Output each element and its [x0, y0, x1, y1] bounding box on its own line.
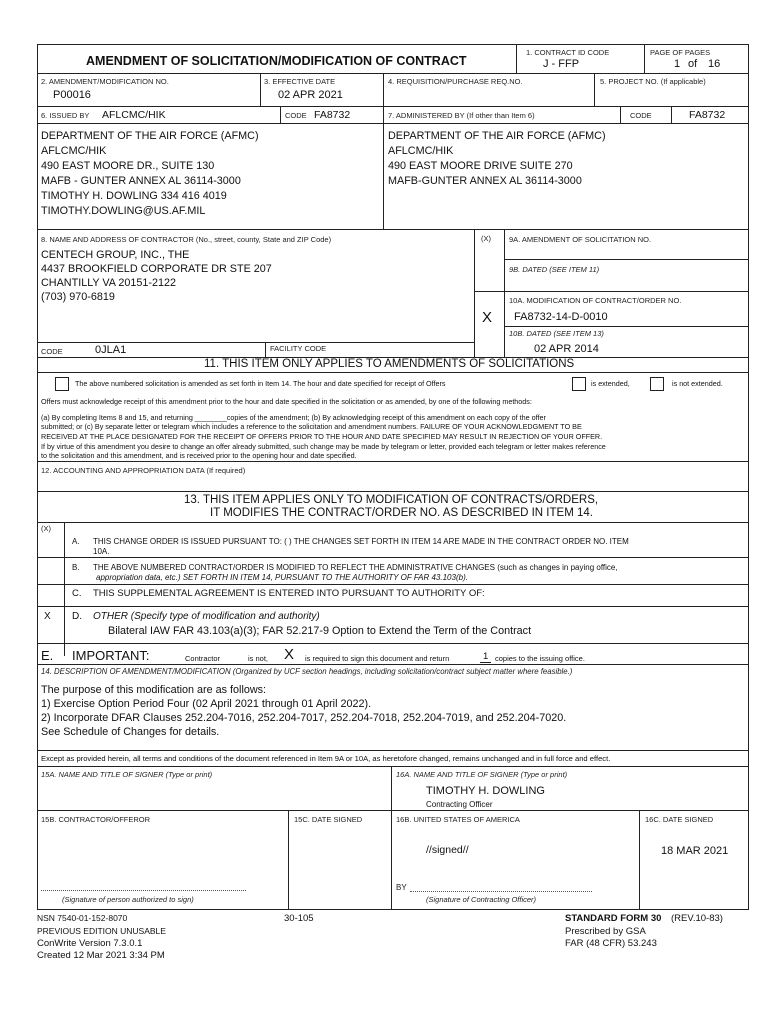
item11-checkbox[interactable] — [55, 377, 69, 391]
item15c-label: 15C. DATE SIGNED — [294, 815, 363, 824]
issued-by-code: FA8732 — [314, 109, 351, 121]
item8-code-label: CODE — [41, 347, 63, 356]
item13-c-letter: C. — [72, 588, 82, 599]
footer-previous-edition: PREVIOUS EDITION UNUSABLE — [37, 926, 166, 936]
item13-b-text-2: appropriation data, etc.) SET FORTH IN ITEM 14, PURSUANT TO THE AUTHORITY OF FAR 43.103(b). — [96, 573, 468, 582]
item3-label: 3. EFFECTIVE DATE — [264, 77, 336, 86]
item10a-mark: X — [482, 309, 493, 326]
item10a-label: 10A. MODIFICATION OF CONTRACT/ORDER NO. — [509, 296, 682, 305]
extended-label: is extended, — [591, 379, 630, 388]
item9a-label: 9A. AMENDMENT OF SOLICITATION NO. — [509, 235, 652, 244]
signer-name: TIMOTHY H. DOWLING — [426, 785, 545, 797]
item13-a-text-1: THIS CHANGE ORDER IS ISSUED PURSUANT TO: ( ) THE CHANGES SET FORTH IN ITEM 14 ARE MADE IN THE CONTRACT ORDER NO. ITEM — [93, 537, 629, 546]
except-text: Except as provided herein, all terms and conditions of the document referenced in Item 9A or 10A, as heretofore changed, remains unchanged and in full force and effect. — [41, 754, 611, 763]
item13-x-label: (X) — [41, 524, 51, 533]
item-e-contractor: Contractor — [185, 654, 221, 663]
item2-label: 2. AMENDMENT/MODIFICATION NO. — [41, 77, 169, 86]
item4-label: 4. REQUISITION/PURCHASE REQ.NO. — [388, 77, 523, 86]
footer-form-number: 30-105 — [284, 913, 314, 924]
item11-line6: If by virtue of this amendment you desire to change an offer already submitted, such change may be made by telegram or letter, provided each telegram or letter makes reference — [41, 442, 606, 451]
page-total: 16 — [708, 58, 721, 70]
signer-title: Contracting Officer — [426, 800, 493, 809]
facility-code-label: FACILITY CODE — [270, 344, 327, 353]
issued-by-address: DEPARTMENT OF THE AIR FORCE (AFMC) AFLCMC/HIK 490 EAST MOORE DR., SUITE 130 MAFB - GUNTER ANNEX AL 36114-3000 TIMOTHY H. DOWLING 334 416 4019 TIMOTHY.DOWLING@US.AF.MIL — [41, 130, 259, 217]
item13-a-text-2: 10A. — [93, 547, 110, 556]
item6-code-label: CODE — [285, 111, 307, 120]
item11-line3: (a) By completing Items 8 and 15, and returning ________copies of the amendment; (b) By acknowledging receipt of this amendment on each copy of the offer — [41, 413, 546, 422]
item7-code-label: CODE — [630, 111, 652, 120]
date-signed-16c: 18 MAR 2021 — [661, 845, 729, 857]
item11-line4: submitted; or (c) By separate letter or telegram which includes a reference to the solicitation and amendment numbers. FAILURE OF YOUR ACKNOWLEDGMENT TO BE — [41, 422, 582, 431]
item13-d-letter: D. — [72, 611, 82, 622]
item1-label: 1. CONTRACT ID CODE — [526, 48, 610, 57]
modification-number: P00016 — [53, 89, 91, 101]
item-e-letter: E. — [41, 648, 54, 663]
effective-date: 02 APR 2021 — [278, 89, 343, 101]
not-extended-label: is not extended. — [672, 379, 723, 388]
item16b-label: 16B. UNITED STATES OF AMERICA — [396, 815, 520, 824]
item11-line7: to the solicitation and this amendment, and is received prior to the opening hour and date specified. — [41, 451, 357, 460]
item13-heading-2: IT MODIFIES THE CONTRACT/ORDER NO. AS DESCRIBED IN ITEM 14. — [210, 507, 593, 519]
item11-heading: 11. THIS ITEM ONLY APPLIES TO AMENDMENTS OF SOLICITATIONS — [204, 358, 575, 370]
contractor-address: CENTECH GROUP, INC., THE 4437 BROOKFIELD CORPORATE DR STE 207 CHANTILLY VA 20151-2122 (703) 970-6819 — [41, 249, 272, 303]
item12-label: 12. ACCOUNTING AND APPROPRIATION DATA (If required) — [41, 466, 246, 475]
item16c-label: 16C. DATE SIGNED — [645, 815, 714, 824]
administered-by-code: FA8732 — [689, 109, 726, 121]
item-e-label: IMPORTANT: — [72, 648, 150, 663]
signature-value: //signed// — [426, 844, 469, 856]
not-extended-checkbox[interactable] — [650, 377, 664, 391]
footer-prescribed: Prescribed by GSA — [565, 926, 646, 937]
contracting-officer-signature-note: (Signature of Contracting Officer) — [426, 895, 537, 904]
item9b-label: 9B. DATED (SEE ITEM 11) — [509, 265, 600, 274]
item-e-is-not: is not, — [248, 654, 269, 663]
item13-heading-1: 13. THIS ITEM APPLIES ONLY TO MODIFICATION OF CONTRACTS/ORDERS, — [184, 494, 599, 506]
item-e-text: is required to sign this document and return — [305, 654, 450, 663]
item14-label: 14. DESCRIPTION OF AMENDMENT/MODIFICATION (Organized by UCF section headings, including solicitation/contract subject matter where feasible.) — [41, 667, 573, 676]
item13-d-value: Bilateral IAW FAR 43.103(a)(3); FAR 52.217-9 Option to Extend the Term of the Contract — [108, 625, 532, 637]
item13-a-letter: A. — [72, 537, 80, 546]
item-e-mark: X — [284, 646, 295, 663]
page-of: of — [688, 58, 698, 70]
footer-nsn: NSN 7540-01-152-8070 — [37, 913, 128, 923]
modification-contract-number: FA8732-14-D-0010 — [514, 311, 608, 323]
issued-by-value: AFLCMC/HIK — [102, 109, 166, 121]
item7-label: 7. ADMINISTERED BY (If other than Item 6) — [388, 111, 535, 120]
footer-far: FAR (48 CFR) 53.243 — [565, 938, 657, 949]
item15b-label: 15B. CONTRACTOR/OFFEROR — [41, 815, 151, 824]
item-e-copies: 1 — [480, 651, 491, 663]
dated-10b-value: 02 APR 2014 — [534, 343, 599, 355]
footer-standard-form: STANDARD FORM 30 — [565, 913, 662, 924]
contract-id-code: J - FFP — [543, 58, 580, 70]
footer-conwrite: ConWrite Version 7.3.0.1 — [37, 938, 143, 949]
page-of-pages-label: PAGE OF PAGES — [650, 48, 711, 57]
x-column-header: (X) — [481, 234, 491, 243]
item6-label: 6. ISSUED BY — [41, 111, 90, 120]
item13-b-text-1: THE ABOVE NUMBERED CONTRACT/ORDER IS MODIFIED TO REFLECT THE ADMINISTRATIVE CHANGES (such as changes in paying office, — [93, 563, 618, 572]
item8-label: 8. NAME AND ADDRESS OF CONTRACTOR (No., street, county, State and ZIP Code) — [41, 235, 332, 244]
item11-line2: Offers must acknowledge receipt of this amendment prior to the hour and date specified in the solicitation or as amended, by one of the following methods: — [41, 397, 532, 406]
item10b-label: 10B. DATED (SEE ITEM 13) — [509, 329, 604, 338]
sf30-form — [37, 44, 749, 910]
item-e-text-2: copies to the issuing office. — [495, 654, 585, 663]
contractor-signature-note: (Signature of person authorized to sign) — [62, 895, 194, 904]
footer-created: Created 12 Mar 2021 3:34 PM — [37, 950, 165, 961]
administered-by-address: DEPARTMENT OF THE AIR FORCE (AFMC) AFLCMC/HIK 490 EAST MOORE DRIVE SUITE 270 MAFB-GUNTER ANNEX AL 36114-3000 — [388, 130, 606, 187]
by-label: BY — [396, 883, 407, 892]
item11-line5: RECEIVED AT THE PLACE DESIGNATED FOR THE RECEIPT OF OFFERS PRIOR TO THE HOUR AND DATE SPECIFIED MAY RESULT IN REJECTION OF YOUR OFFER. — [41, 432, 603, 441]
item5-label: 5. PROJECT NO. (If applicable) — [600, 77, 706, 86]
extended-checkbox[interactable] — [572, 377, 586, 391]
item14-description: The purpose of this modification are as follows: 1) Exercise Option Period Four (02 April 2021 through 01 April 2022). 2) Incorporate DFAR Clauses 252.204-7016, 252.204-7017, 252.204-7018, 252.204-7019, and 252.204-7020. See Schedule of Changes for details. — [41, 684, 567, 738]
item13-d-text: OTHER (Specify type of modification and authority) — [93, 611, 320, 622]
page-current: 1 — [674, 58, 681, 70]
footer-revision: (REV.10-83) — [671, 913, 723, 924]
form-title: AMENDMENT OF SOLICITATION/MODIFICATION OF CONTRACT — [86, 54, 467, 68]
item11-line1: The above numbered solicitation is amended as set forth in Item 14. The hour and date specified for receipt of Offers — [75, 379, 446, 388]
item13-b-letter: B. — [72, 563, 80, 572]
item16a-label: 16A. NAME AND TITLE OF SIGNER (Type or print) — [396, 770, 568, 779]
item15a-label: 15A. NAME AND TITLE OF SIGNER (Type or print) — [41, 770, 213, 779]
item13-c-text: THIS SUPPLEMENTAL AGREEMENT IS ENTERED INTO PURSUANT TO AUTHORITY OF: — [93, 588, 485, 599]
item13-d-mark: X — [44, 611, 51, 622]
contractor-code: 0JLA1 — [95, 344, 127, 356]
